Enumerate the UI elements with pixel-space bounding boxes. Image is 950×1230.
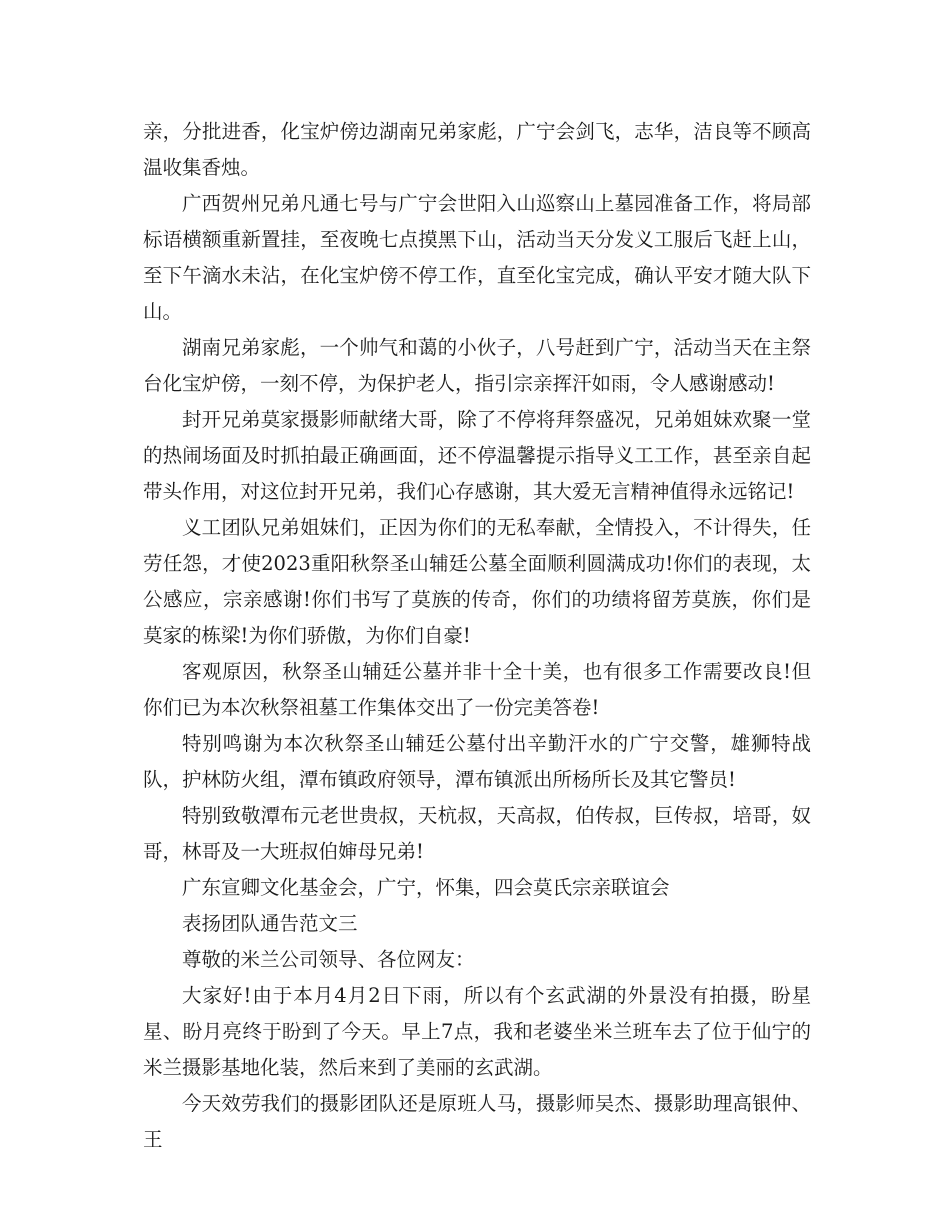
paragraph-photographer: 封开兄弟莫家摄影师献绪大哥，除了不停将拜祭盛况，兄弟姐妹欢聚一堂的热闹场面及时抓拍最正确画面，还不停温馨提示指导义工工作，甚至亲自起带头作用，对这位封开兄弟，我们心存感谢，其大爱无言精神值得永远铭记! xyxy=(143,408,811,503)
salutation: 尊敬的米兰公司领导、各位网友： xyxy=(182,948,475,971)
paragraph-hunan-brother: 湖南兄弟家彪，一个帅气和蔼的小伙子，八号赶到广宁，活动当天在主祭台化宝炉傍，一刻不停，为保护老人，指引宗亲挥汗如雨，令人感谢感动! xyxy=(143,336,811,395)
section-heading: 表扬团队通告范文三 xyxy=(182,912,358,935)
paragraph-photo-team: 今天效劳我们的摄影团队还是原班人马，摄影师吴杰、摄影助理高银仲、王 xyxy=(143,1092,811,1151)
paragraph-special-thanks: 特别鸣谢为本次秋祭圣山辅廷公墓付出辛勤汗水的广宁交警，雄狮特战队，护林防火组，潭布镇政府领导，潭布镇派出所杨所长及其它警员! xyxy=(143,732,811,791)
paragraph-special-tribute: 特别致敬潭布元老世贵叔，天杭叔，天高叔，伯传叔，巨传叔，培哥，奴哥，林哥及一大班叔伯婶母兄弟! xyxy=(143,804,811,863)
paragraph-objective-reasons: 客观原因，秋祭圣山辅廷公墓并非十全十美，也有很多工作需要改良!但你们已为本次秋祭祖墓工作集体交出了一份完美答卷! xyxy=(143,660,811,719)
document-body xyxy=(143,114,811,1158)
paragraph-continuation: 亲，分批进香，化宝炉傍边湖南兄弟家彪，广宁会剑飞，志华，洁良等不顾高温收集香烛。 xyxy=(143,120,811,179)
paragraph-guangxi-brother: 广西贺州兄弟凡通七号与广宁会世阳入山巡察山上墓园准备工作，将局部标语横额重新置挂，至夜晚七点摸黑下山，活动当天分发义工服后飞赶上山，至下午滴水未沾，在化宝炉傍不停工作，直至化宝完成，确认平安才随大队下山。 xyxy=(143,192,811,323)
paragraph-greeting: 大家好!由于本月4月2日下雨，所以有个玄武湖的外景没有拍摄，盼星星、盼月亮终于盼到了今天。早上7点，我和老婆坐米兰班车去了位于仙宁的米兰摄影基地化装，然后来到了美丽的玄武湖。 xyxy=(143,984,811,1079)
signature-line: 广东宣卿文化基金会，广宁，怀集，四会莫氏宗亲联谊会 xyxy=(182,876,670,899)
paragraph-volunteer-team: 义工团队兄弟姐妹们，正因为你们的无私奉献，全情投入，不计得失，任劳任怨，才使2023重阳秋祭圣山辅廷公墓全面顺利圆满成功!你们的表现，太公感应，宗亲感谢!你们书写了莫族的传奇，你们的功绩将留芳莫族，你们是莫家的栋梁!为你们骄傲，为你们自豪! xyxy=(143,516,811,647)
